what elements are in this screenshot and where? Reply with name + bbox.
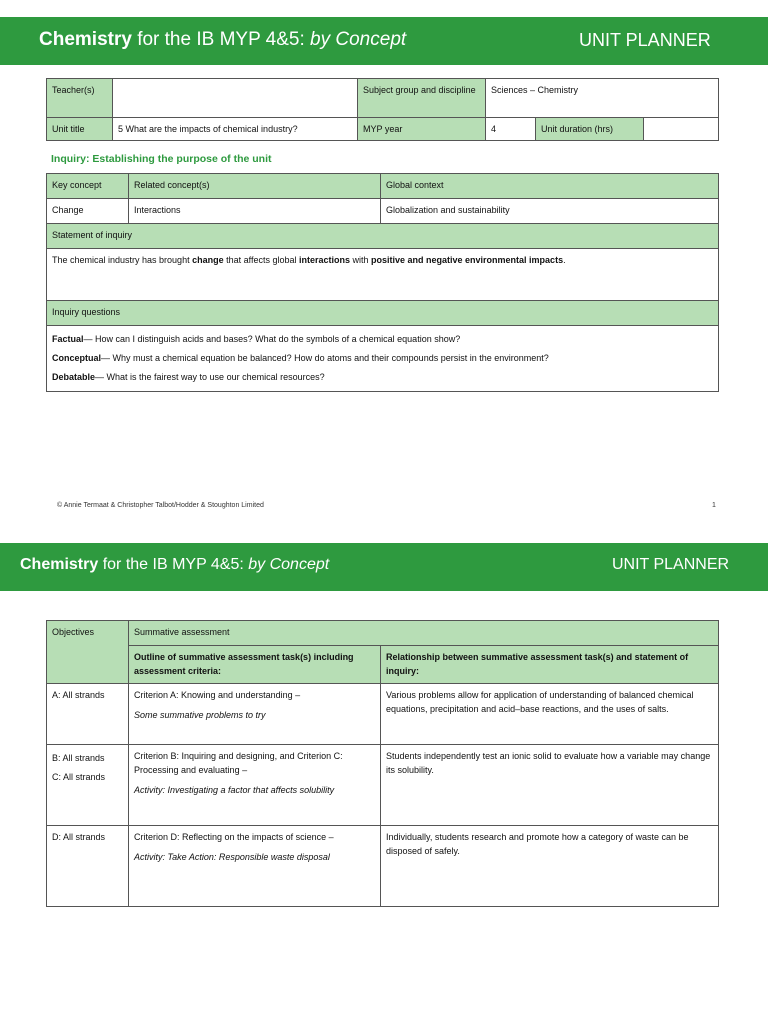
relationship-cell: Individually, students research and promote how a category of waste can be disposed of safely. [381,826,719,907]
key-concept-value: Change [47,199,129,224]
objectives-label: Objectives [47,621,129,684]
objective-cell: B: All strands C: All strands [47,745,129,826]
criterion-cell: Criterion A: Knowing and understanding – Some summative problems to try [129,684,381,745]
related-concept-label: Related concept(s) [129,174,381,199]
relationship-cell: Various problems allow for application of understanding of balanced chemical equations, precipitation and acid–base reactions, and the uses of salts. [381,684,719,745]
book-title-2: Chemistry for the IB MYP 4&5: by Concept [20,556,330,573]
page-number: 1 [712,502,716,509]
book-title: Chemistry for the IB MYP 4&5: by Concept [39,29,407,50]
criterion-cell: Criterion D: Reflecting on the impacts of science – Activity: Take Action: Responsible waste disposal [129,826,381,907]
conceptual-question: Conceptual— Why must a chemical equation be balanced? How do atoms and their compounds persist in the environment? [52,353,549,363]
statement-label: Statement of inquiry [47,224,719,249]
inquiry-table [46,173,719,392]
unit-info-table [46,78,719,141]
summative-label: Summative assessment [129,621,719,646]
myp-year-value: 4 [486,118,536,141]
factual-question: Factual— How can I distinguish acids and bases? What do the symbols of a chemical equation show? [52,334,461,344]
global-context-label: Global context [381,174,719,199]
duration-label: Unit duration (hrs) [536,118,644,141]
related-concept-value: Interactions [129,199,381,224]
section-heading: Inquiry: Establishing the purpose of the unit [51,153,272,165]
outline-label: Outline of summative assessment task(s) including assessment criteria: [129,646,381,684]
myp-year-label: MYP year [358,118,486,141]
header-banner [0,17,768,65]
subject-value: Sciences – Chemistry [486,79,719,118]
subject-label: Subject group and discipline [358,79,486,118]
assessment-table [46,620,719,907]
copyright-footer: © Annie Termaat & Christopher Talbot/Hodder & Stoughton Limited [57,502,264,509]
duration-value [644,118,719,141]
unit-title-label: Unit title [47,118,113,141]
teacher-label: Teacher(s) [47,79,113,118]
unit-planner-label: UNIT PLANNER [579,30,711,50]
key-concept-label: Key concept [47,174,129,199]
inquiry-questions-label: Inquiry questions [47,301,719,326]
table-row [47,745,719,826]
objective-cell: D: All strands [47,826,129,907]
table-row [47,826,719,907]
global-context-value: Globalization and sustainability [381,199,719,224]
teacher-value [113,79,358,118]
criterion-cell: Criterion B: Inquiring and designing, and Criterion C: Processing and evaluating – Activity: Investigating a factor that affects solubility [129,745,381,826]
relationship-label: Relationship between summative assessment task(s) and statement of inquiry: [381,646,719,684]
objective-cell: A: All strands [47,684,129,745]
header-banner-2 [0,543,768,591]
unit-planner-label-2: UNIT PLANNER [612,556,730,573]
relationship-cell: Students independently test an ionic solid to evaluate how a variable may change its solubility. [381,745,719,826]
table-row [47,684,719,745]
debatable-question: Debatable— What is the fairest way to use our chemical resources? [52,372,325,382]
statement-of-inquiry: The chemical industry has brought change that affects global interactions with positive and negative environmental impacts. [47,249,719,301]
inquiry-questions [47,326,719,392]
unit-title-value: 5 What are the impacts of chemical industry? [113,118,358,141]
